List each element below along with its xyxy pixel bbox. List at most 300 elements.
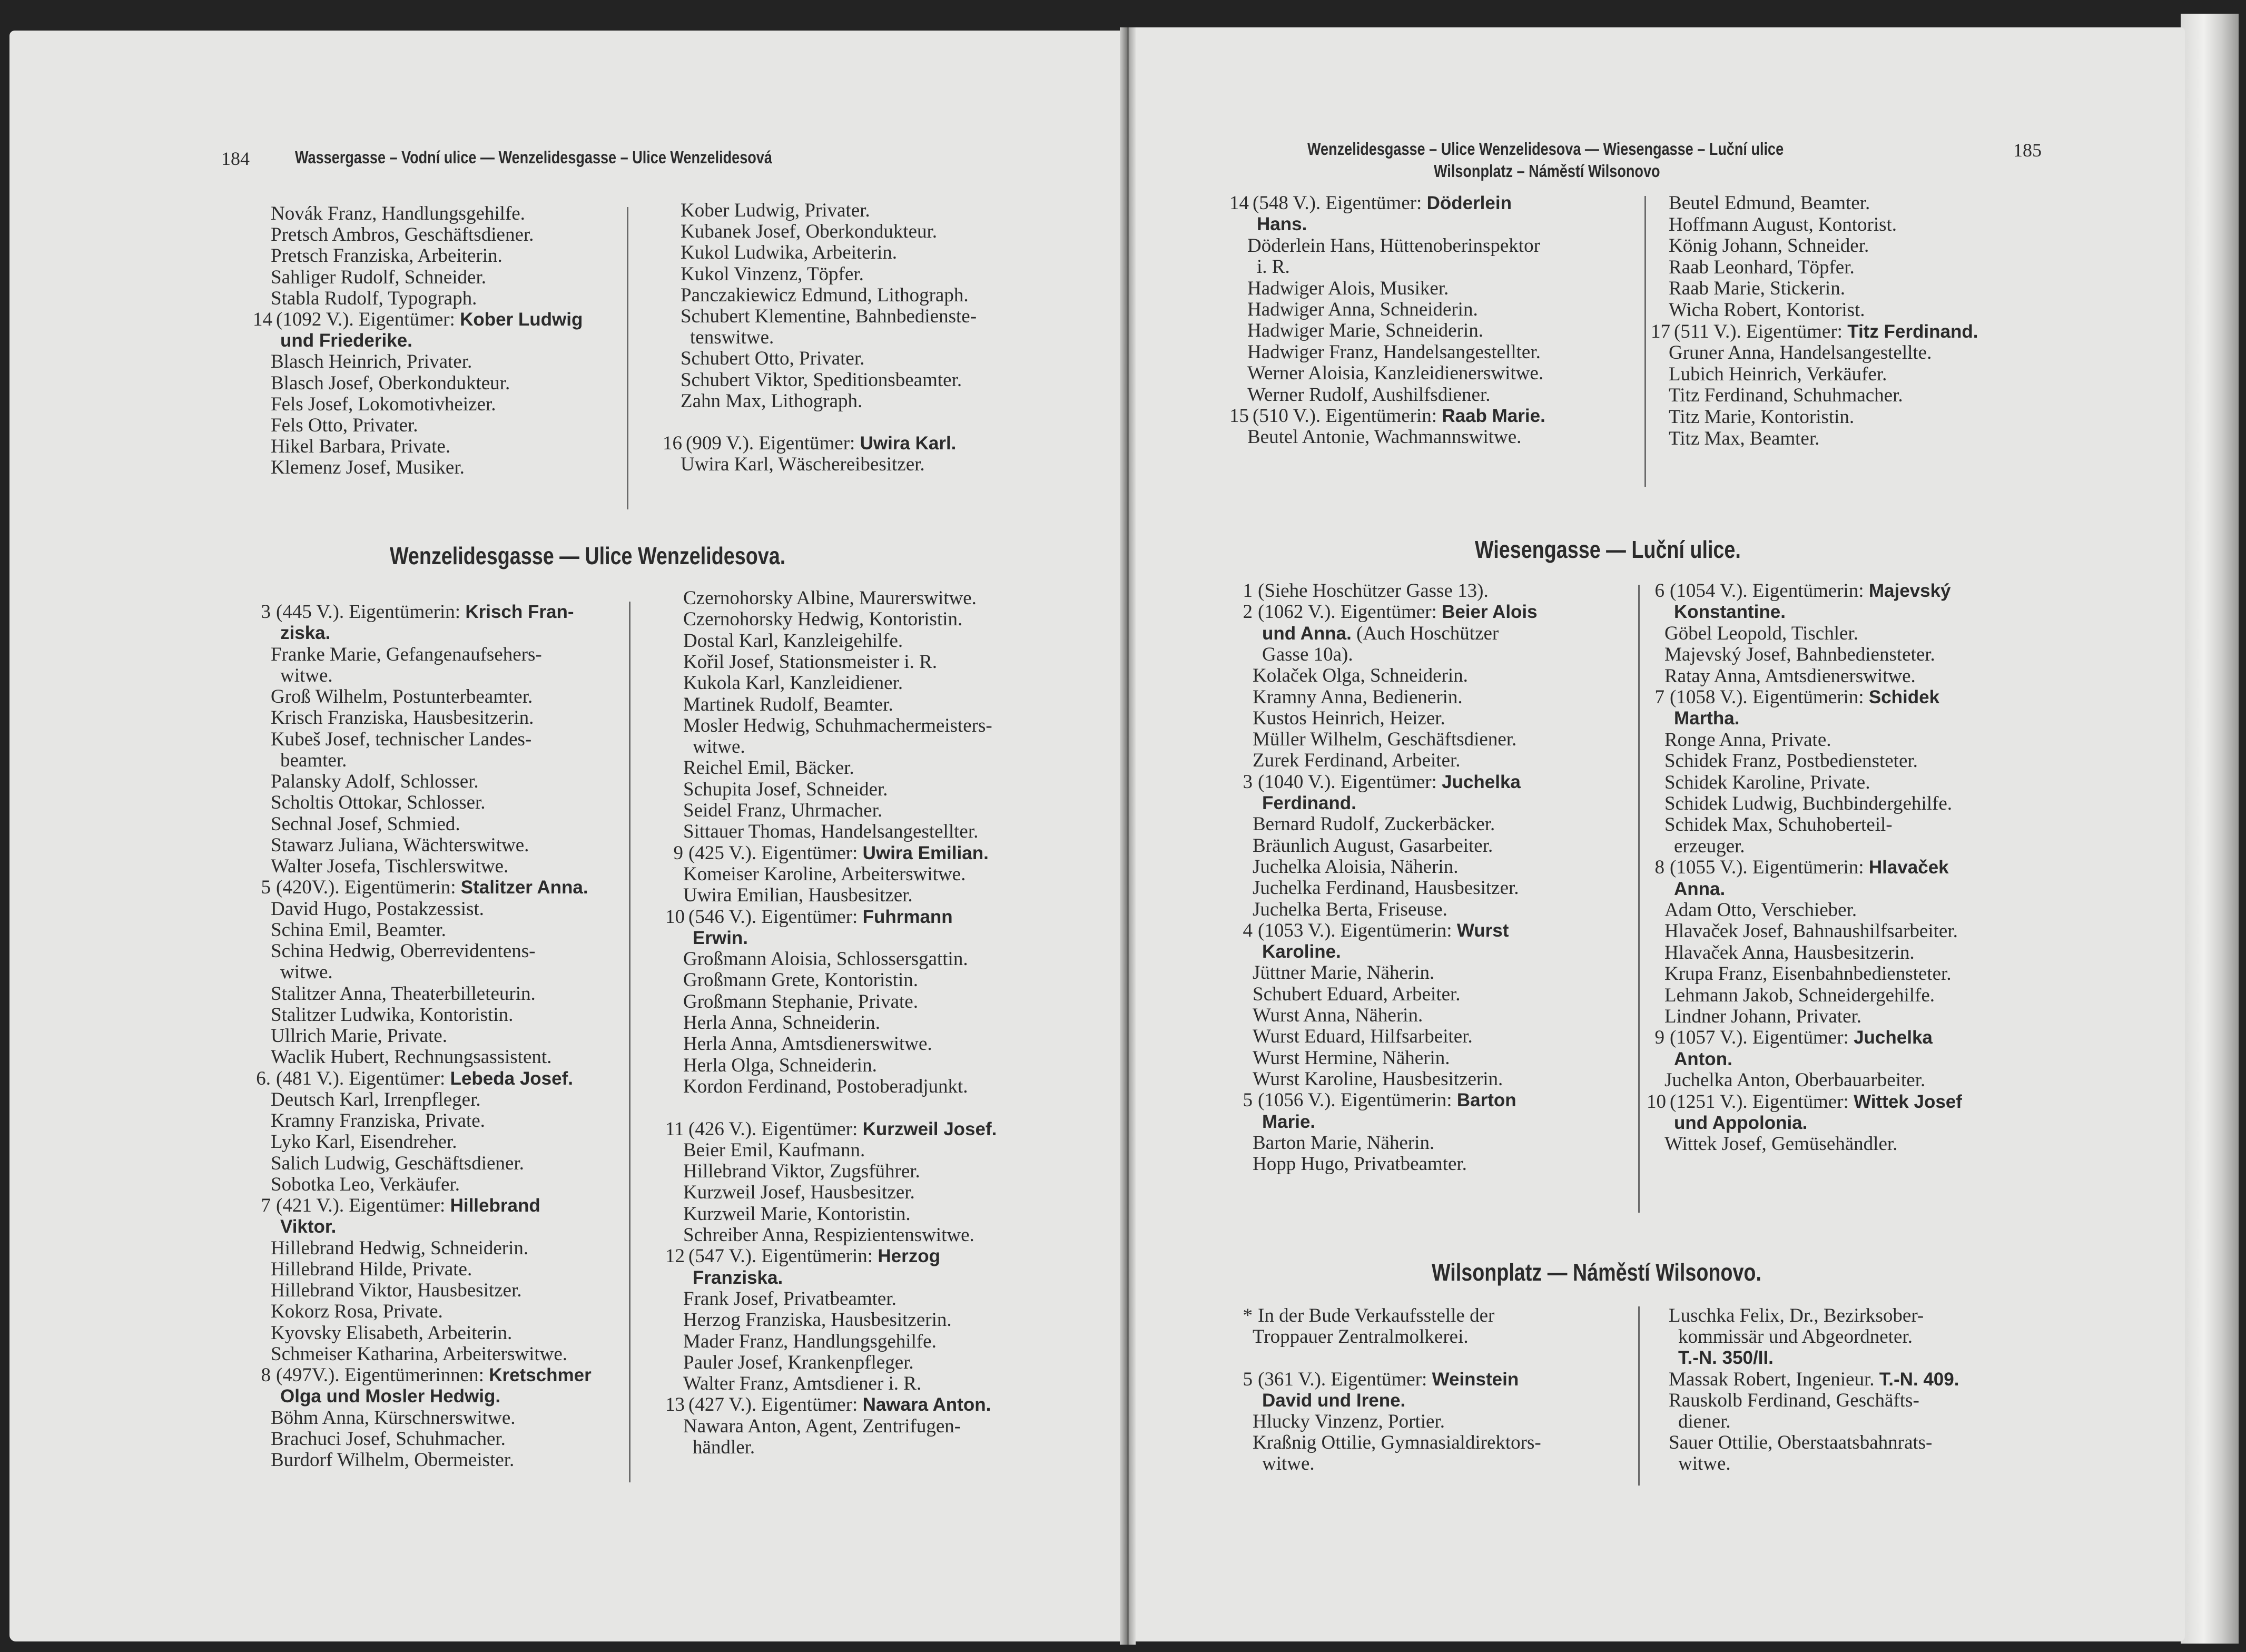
entry-text: Majevský Josef, Bahnbediensteter. [1664, 644, 1935, 666]
house-number: 8 [261, 1364, 271, 1386]
entry-text: Hillebrand Hilde, Private. [271, 1258, 472, 1280]
resident-line [683, 1373, 921, 1394]
resident-line [1674, 1049, 1732, 1070]
resident-line [1253, 1432, 1541, 1453]
entry-text: Hopp Hugo, Privatbeamter. [1253, 1153, 1467, 1175]
house-entry-line [1235, 920, 1509, 941]
entry-text: Kramny Franziska, Private. [271, 1110, 485, 1132]
entry-text: Stawarz Juliana, Wächterswitwe. [271, 834, 529, 856]
resident-line [1262, 941, 1341, 962]
entry-text: Stalitzer Anna, Theaterbilleteurin. [271, 982, 536, 1005]
entry-text: Kordon Ferdinand, Postoberadjunkt. [683, 1075, 968, 1097]
entry-text: Pauler Josef, Krankenpfleger. [683, 1351, 914, 1373]
resident-line [1669, 214, 1897, 235]
entry-text: (547 V.). Eigentümerin: [688, 1245, 878, 1267]
resident-line [271, 1153, 524, 1174]
entry-text: Schidek Max, Schuhoberteil- [1664, 814, 1893, 836]
entry-text: David Hugo, Postakzessist. [271, 898, 484, 920]
resident-line [1674, 708, 1739, 729]
owner-name: Viktor. [280, 1216, 337, 1237]
resident-line [1669, 428, 1819, 449]
resident-line [683, 715, 992, 736]
entry-text: Kraßnig Ottilie, Gymnasialdirektors- [1253, 1432, 1541, 1454]
entry-text: Hadwiger Franz, Handelsangestellter. [1247, 341, 1541, 363]
entry-text: Groß Wilhelm, Postunterbeamter. [271, 686, 533, 707]
resident-line [271, 1005, 513, 1026]
entry-text: (361 V.). Eigentümer: [1258, 1368, 1432, 1390]
entry-text: Schidek Ludwig, Buchbindergehilfe. [1664, 793, 1952, 814]
entry-text: (427 V.). Eigentümer: [688, 1394, 863, 1416]
owner-name: Döderlein [1426, 193, 1512, 213]
house-entry-line [1235, 772, 1521, 793]
resident-line [683, 1331, 937, 1352]
house-entry-line [665, 1246, 940, 1267]
resident-line [271, 1323, 512, 1344]
entry-text: (421 V.). Eigentümer: [276, 1195, 450, 1216]
resident-line [271, 288, 477, 309]
entry-text: (497V.). Eigentümerinnen: [276, 1364, 489, 1386]
entry-text: (481 V.). Eigentümer: [276, 1067, 450, 1089]
resident-line [271, 686, 533, 707]
entry-text: Hlavaček Josef, Bahnaushilfsarbeiter. [1664, 920, 1958, 942]
entry-text: Klemenz Josef, Musiker. [271, 457, 465, 479]
entry-text: Czernohorsky Albine, Maurerswitwe. [683, 587, 977, 609]
resident-line [681, 348, 864, 369]
entry-text: Uwira Emilian, Hausbesitzer. [683, 884, 913, 907]
resident-line [693, 928, 748, 949]
entry-text: (1040 V.). Eigentümer: [1258, 771, 1442, 793]
resident-line [1664, 921, 1958, 942]
owner-name: Krisch Fran- [465, 602, 574, 622]
entry-text: Kurzweil Marie, Kontoristin. [683, 1203, 911, 1225]
resident-line [681, 221, 937, 242]
resident-line [271, 856, 508, 877]
entry-text: Krupa Franz, Eisenbahnbediensteter. [1664, 963, 1952, 985]
entry-text: Kořil Josef, Stationsmeister i. R. [683, 651, 937, 673]
resident-line [683, 991, 918, 1012]
house-entry-line [1647, 687, 1939, 708]
resident-line [271, 1429, 506, 1450]
resident-line [1247, 385, 1491, 406]
owner-name: T.-N. 350/II. [1678, 1348, 1774, 1369]
house-entry-line [1651, 321, 1978, 342]
owner-name: Majevský [1868, 581, 1951, 601]
left-page [9, 31, 1124, 1641]
resident-line [683, 864, 966, 885]
entry-text: Kukola Karl, Kanzleidiener. [683, 672, 903, 694]
resident-line [1674, 836, 1745, 857]
entry-text: Ullrich Marie, Private. [271, 1025, 447, 1047]
right-running-header-line2: Wilsonplatz – Náměstí Wilsonovo [1434, 161, 1660, 181]
entry-text: Hillebrand Viktor, Zugsführer. [683, 1161, 920, 1183]
entry-text: Göbel Leopold, Tischler. [1664, 622, 1858, 644]
resident-line [1664, 751, 1918, 772]
entry-text: Wurst Eduard, Hilfsarbeiter. [1253, 1026, 1473, 1048]
house-number: 14 [253, 309, 272, 330]
entry-text: Czernohorsky Hedwig, Kontoristin. [683, 608, 963, 631]
entry-text: Juchelka Berta, Friseuse. [1253, 898, 1447, 920]
owner-name: Uwira Emilian. [862, 842, 989, 863]
entry-text: (511 V.). Eigentümer: [1674, 320, 1848, 342]
resident-line [1669, 1369, 1959, 1390]
house-entry-line [253, 1365, 592, 1386]
house-number: 2 [1243, 601, 1253, 623]
entry-text: Zurek Ferdinand, Arbeiter. [1253, 750, 1461, 772]
resident-line [683, 1225, 974, 1246]
entry-text: Sechnal Josef, Schmied. [271, 813, 460, 835]
resident-line [683, 885, 913, 906]
resident-line [1669, 235, 1869, 257]
resident-line [683, 758, 854, 779]
entry-text: Großmann Aloisia, Schlossersgattin. [683, 948, 968, 970]
entry-text: Seidel Franz, Uhrmacher. [683, 800, 883, 821]
section-title-wiesengasse: Wiesengasse — Luční ulice. [1475, 536, 1741, 563]
resident-line [271, 1026, 447, 1047]
column-rule [1638, 1306, 1640, 1486]
owner-name: und Anna. [1262, 623, 1352, 644]
resident-line [683, 970, 918, 991]
entry-text: Wurst Karoline, Hausbesitzerin. [1253, 1068, 1503, 1090]
resident-line [681, 306, 977, 327]
entry-text: Barton Marie, Näherin. [1253, 1132, 1435, 1154]
entry-text: Wurst Hermine, Näherin. [1253, 1047, 1450, 1069]
entry-text: Lehmann Jakob, Schneidergehilfe. [1664, 984, 1935, 1006]
entry-text: Herzog Franziska, Hausbesitzerin. [683, 1309, 952, 1331]
owner-name: Kober Ludwig [460, 309, 583, 330]
section-title-wenzelidesgasse: Wenzelidesgasse — Ulice Wenzelidesova. [390, 542, 786, 569]
resident-line [280, 665, 333, 686]
entry-text: Luschka Felix, Dr., Bezirksober- [1669, 1305, 1924, 1326]
house-number: 4 [1243, 919, 1253, 941]
entry-text: diener. [1678, 1411, 1731, 1432]
entry-text: Waclik Hubert, Rechnungsassistent. [271, 1046, 552, 1068]
resident-line [1253, 665, 1468, 686]
resident-line [271, 373, 510, 394]
resident-line [1664, 942, 1915, 963]
resident-line [1262, 1390, 1405, 1411]
entry-text: Fels Otto, Privater. [271, 415, 418, 436]
resident-line [271, 1089, 481, 1110]
resident-line [1253, 1005, 1423, 1026]
resident-line [271, 835, 529, 856]
resident-line [1669, 342, 1932, 363]
resident-line [271, 351, 472, 372]
resident-line [693, 1437, 755, 1458]
owner-name: Karoline. [1262, 941, 1341, 962]
entry-text: Raab Leonhard, Töpfer. [1669, 256, 1855, 278]
house-number: 12 [665, 1245, 685, 1267]
resident-line [1669, 385, 1903, 406]
house-number: 15 [1229, 405, 1249, 427]
resident-line [683, 1182, 915, 1203]
entry-text: Schidek Karoline, Private. [1664, 771, 1870, 793]
owner-name: Herzog [878, 1246, 940, 1267]
entry-text: Beutel Antonie, Wachmannswitwe. [1247, 426, 1522, 448]
entry-text: Mader Franz, Handlungsgehilfe. [683, 1330, 937, 1352]
entry-text: beamter. [280, 749, 347, 771]
entry-text: (1053 V.). Eigentümerin: [1258, 919, 1457, 941]
owner-name: Anna. [1674, 878, 1726, 899]
resident-line [271, 771, 479, 792]
resident-line [271, 1110, 485, 1132]
resident-line [1253, 878, 1519, 899]
entry-text: Schubert Otto, Privater. [681, 348, 865, 370]
house-number: 7 [1654, 686, 1664, 708]
resident-line [683, 1140, 865, 1161]
entry-text: i. R. [1257, 256, 1290, 278]
entry-text: (Siehe Hoschützer Gasse 13). [1258, 580, 1489, 602]
house-entry-line [665, 907, 953, 928]
entry-text: (1058 V.). Eigentümerin: [1670, 686, 1869, 708]
entry-text: (1056 V.). Eigentümerin: [1258, 1089, 1457, 1112]
entry-text: Stabla Rudolf, Typograph. [271, 287, 477, 309]
entry-text: Schmeiser Katharina, Arbeiterswitwe. [271, 1343, 568, 1365]
resident-line [1669, 257, 1855, 278]
entry-text: Lyko Karl, Eisendreher. [271, 1131, 457, 1153]
entry-text: Herla Olga, Schneiderin. [683, 1054, 877, 1076]
entry-text: Herla Anna, Schneiderin. [683, 1012, 880, 1034]
entry-text: Krisch Franziska, Hausbesitzerin. [271, 707, 534, 729]
resident-line [1247, 320, 1483, 341]
entry-text: Titz Ferdinand, Schuhmacher. [1669, 385, 1903, 407]
resident-line [271, 644, 542, 665]
house-entry-line [253, 602, 574, 623]
entry-text: Hillebrand Hedwig, Schneiderin. [271, 1237, 529, 1259]
resident-line [681, 200, 870, 221]
resident-line [1669, 1390, 1919, 1411]
house-number: 10 [1647, 1090, 1666, 1113]
resident-line [271, 245, 503, 267]
owner-name: und Appolonia. [1674, 1113, 1808, 1133]
resident-line [280, 1216, 336, 1237]
entry-text: witwe. [1262, 1453, 1315, 1475]
resident-line [271, 457, 465, 478]
resident-line [1262, 1112, 1315, 1133]
entry-text: Massak Robert, Ingenieur. [1669, 1368, 1879, 1390]
entry-text: Bräunlich August, Gasarbeiter. [1253, 834, 1493, 857]
entry-text: Hadwiger Marie, Schneiderin. [1247, 320, 1483, 342]
entry-text: Brachuci Josef, Schuhmacher. [271, 1428, 506, 1450]
entry-text: Lindner Johann, Privater. [1664, 1006, 1862, 1027]
resident-line [683, 949, 968, 970]
resident-line [271, 1174, 460, 1195]
resident-line [271, 224, 534, 245]
entry-text: Titz Marie, Kontoristin. [1669, 406, 1855, 428]
owner-name: Nawara Anton. [862, 1394, 991, 1415]
entry-text: Hlucky Vinzenz, Portier. [1253, 1411, 1445, 1432]
house-number: 5 [261, 877, 271, 899]
house-number: 6. [256, 1067, 271, 1089]
owner-name: Wurst [1456, 920, 1509, 941]
house-number: 16 [663, 432, 682, 455]
entry-text: Kober Ludwig, Privater. [681, 200, 870, 221]
house-entry-line [1647, 1092, 1962, 1113]
resident-line [1674, 1113, 1807, 1134]
owner-name: ziska. [280, 623, 331, 644]
entry-text: (909 V.). Eigentümer: [686, 432, 860, 455]
house-entry-line [1235, 1369, 1519, 1390]
owner-name: Konstantine. [1674, 602, 1786, 623]
resident-line [1253, 899, 1447, 920]
entry-text: witwe. [1678, 1453, 1731, 1475]
entry-text: Schubert Viktor, Speditionsbeamter. [681, 369, 962, 391]
left-page-number: 184 [221, 148, 250, 169]
entry-text: Wicha Robert, Kontorist. [1669, 299, 1865, 321]
resident-line [683, 1076, 968, 1097]
house-entry-line [253, 1195, 540, 1216]
column-rule [629, 602, 631, 1482]
resident-line [271, 1301, 443, 1322]
house-number: 6 [1654, 580, 1664, 602]
resident-line [1253, 984, 1461, 1005]
resident-line [271, 267, 486, 288]
owner-name: Kretschmer [489, 1365, 592, 1385]
page-stack-edge [2181, 14, 2239, 1644]
resident-line [1669, 1305, 1924, 1326]
entry-text: Schubert Eduard, Arbeiter. [1253, 983, 1461, 1005]
entry-text: Sauer Ottilie, Oberstaatsbahnrats- [1669, 1432, 1933, 1454]
entry-text: Raab Marie, Stickerin. [1669, 278, 1845, 300]
house-entry-line [665, 843, 989, 864]
entry-text: Palansky Adolf, Schlosser. [271, 771, 479, 792]
resident-line [683, 1289, 897, 1310]
resident-line [271, 729, 531, 750]
resident-line [1253, 1069, 1503, 1090]
resident-line [1253, 687, 1463, 708]
resident-line [271, 1238, 528, 1259]
entry-text: Pretsch Franziska, Arbeiterin. [271, 245, 503, 267]
resident-line [271, 792, 486, 813]
resident-line [1247, 363, 1543, 384]
entry-text: (1092 V.). Eigentümer: [276, 309, 460, 330]
house-number: 3 [261, 601, 271, 623]
entry-text: Werner Aloisia, Kanzleidienerswitwe. [1247, 362, 1544, 385]
owner-name: David und Irene. [1262, 1390, 1406, 1411]
entry-text: Nawara Anton, Agent, Zentrifugen- [683, 1415, 961, 1437]
entry-text: Lubich Heinrich, Verkäufer. [1669, 363, 1887, 385]
resident-line [1253, 708, 1445, 729]
entry-text: Frank Josef, Privatbeamter. [683, 1287, 897, 1310]
resident-line [681, 242, 897, 263]
house-entry-line [1235, 1305, 1494, 1326]
entry-text: Ratay Anna, Amtsdienerswitwe. [1664, 665, 1916, 687]
column-rule [627, 207, 628, 509]
house-entry-line [1647, 857, 1949, 878]
resident-line [271, 1408, 516, 1429]
resident-line [693, 736, 745, 758]
entry-text: witwe. [693, 736, 745, 758]
resident-line [271, 415, 418, 436]
resident-line [683, 588, 977, 609]
column-rule [1644, 196, 1646, 487]
resident-line [271, 920, 446, 941]
resident-line [683, 1055, 877, 1076]
resident-line [683, 631, 903, 652]
house-entry-line [1647, 1027, 1933, 1048]
entry-text: Kyovsky Elisabeth, Arbeiterin. [271, 1322, 513, 1344]
resident-line [1664, 1070, 1925, 1091]
owner-name: Stalitzer Anna. [460, 877, 588, 898]
resident-line [1664, 1134, 1897, 1155]
resident-line [1678, 1453, 1731, 1474]
resident-line [271, 1344, 567, 1365]
resident-line [683, 1352, 914, 1373]
entry-text: Hadwiger Alois, Musiker. [1247, 277, 1449, 299]
entry-text: Sobotka Leo, Verkäufer. [271, 1173, 460, 1195]
entry-text: Großmann Stephanie, Private. [683, 990, 918, 1012]
resident-line [690, 327, 774, 348]
resident-line [271, 1259, 472, 1280]
resident-line [683, 1310, 952, 1331]
entry-text: Deutsch Karl, Irrenpfleger. [271, 1088, 481, 1110]
section-title-wilsonplatz: Wilsonplatz — Náměstí Wilsonovo. [1432, 1258, 1761, 1286]
resident-line [683, 1204, 911, 1225]
entry-text: Walter Josefa, Tischlerswitwe. [271, 856, 509, 877]
resident-line [1664, 985, 1935, 1006]
entry-text: Schreiber Anna, Respizientenswitwe. [683, 1224, 974, 1246]
owner-name: Uwira Karl. [860, 433, 957, 454]
entry-text: Hadwiger Anna, Schneiderin. [1247, 299, 1478, 320]
entry-text: Schubert Klementine, Bahnbedienste- [681, 306, 977, 327]
resident-line [683, 673, 903, 694]
entry-text: Hoffmann August, Kontorist. [1669, 213, 1897, 235]
entry-text: Schina Emil, Beamter. [271, 919, 446, 941]
resident-line [1669, 407, 1854, 428]
entry-text: Kurzweil Josef, Hausbesitzer. [683, 1182, 915, 1204]
resident-line [681, 454, 925, 475]
entry-text: Bernard Rudolf, Zuckerbäcker. [1253, 813, 1495, 835]
entry-text: Rauskolb Ferdinand, Geschäfts- [1669, 1389, 1919, 1411]
house-entry-line [665, 1394, 991, 1415]
house-number: 7 [261, 1195, 271, 1216]
resident-line [1247, 235, 1540, 257]
resident-line [683, 1161, 920, 1182]
house-entry-line [1647, 581, 1951, 602]
entry-text: Zahn Max, Lithograph. [681, 390, 863, 412]
entry-text: tenswitwe. [690, 327, 774, 349]
resident-line [1664, 814, 1893, 835]
resident-line [1664, 730, 1831, 751]
entry-text: Hlavaček Anna, Hausbesitzerin. [1664, 941, 1915, 963]
entry-text: Herla Anna, Amtsdienerswitwe. [683, 1033, 932, 1055]
house-number: 8 [1654, 857, 1664, 879]
resident-line [1669, 1432, 1932, 1453]
entry-text: Kokorz Rosa, Private. [271, 1301, 443, 1323]
entry-text: Jüttner Marie, Näherin. [1253, 962, 1435, 984]
resident-line [271, 1132, 457, 1153]
resident-line [1262, 623, 1499, 644]
entry-text: Novák Franz, Handlungsgehilfe. [271, 203, 525, 224]
entry-text: Kramny Anna, Bedienerin. [1253, 686, 1463, 708]
entry-text: (426 V.). Eigentümer: [688, 1118, 863, 1140]
resident-line [683, 1416, 961, 1437]
house-entry-line [253, 1068, 573, 1089]
entry-text: Schina Hedwig, Oberrevidentens- [271, 940, 536, 962]
resident-line [1247, 427, 1521, 448]
owner-name: Anton. [1674, 1048, 1732, 1069]
entry-text: erzeuger. [1674, 835, 1745, 857]
resident-line [1678, 1411, 1731, 1432]
resident-line [1253, 857, 1458, 878]
resident-line [1253, 1048, 1450, 1069]
entry-text: Sahliger Rudolf, Schneider. [271, 266, 486, 288]
house-number: 17 [1651, 320, 1670, 342]
entry-text: (1251 V.). Eigentümer: [1670, 1090, 1854, 1113]
entry-text: Walter Franz, Amtsdiener i. R. [683, 1373, 922, 1395]
resident-line [1669, 278, 1845, 299]
entry-text: Kukol Vinzenz, Töpfer. [681, 263, 864, 285]
entry-text: (510 V.). Eigentümerin: [1253, 405, 1442, 427]
